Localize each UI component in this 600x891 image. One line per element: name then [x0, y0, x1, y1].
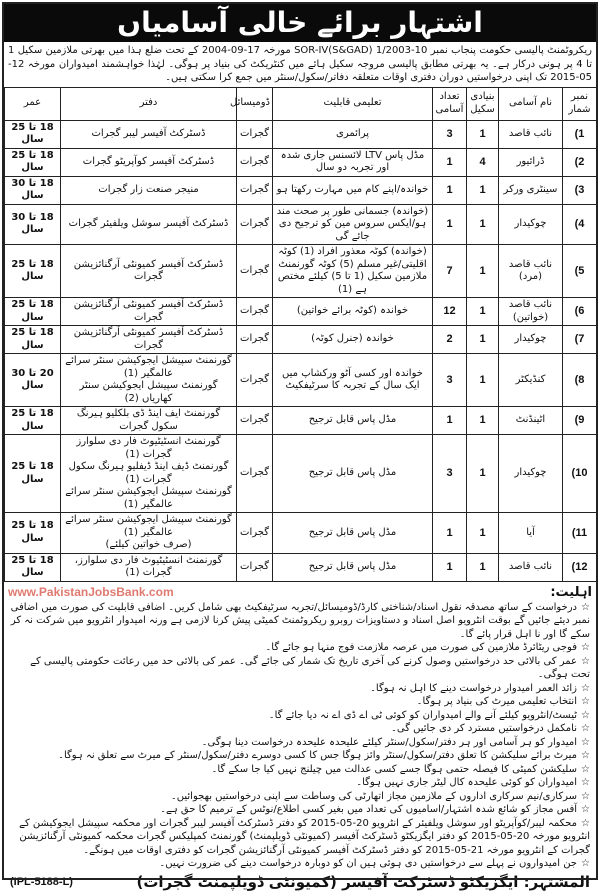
- cell-domicile: گجرات: [237, 148, 273, 176]
- header-scale: بنیادی سکیل: [467, 87, 499, 120]
- eligibility-item: [8, 682, 590, 696]
- cell-serial: 6): [563, 298, 597, 326]
- cell-office: منیجر صنعت زار گجرات: [61, 176, 237, 204]
- cell-domicile: گجرات: [237, 204, 273, 245]
- cell-domicile: گجرات: [237, 354, 273, 407]
- star-bullet-icon: ☆: [581, 601, 590, 613]
- cell-post: چوکیدار: [499, 204, 563, 245]
- cell-serial: 2): [563, 148, 597, 176]
- table-row: [5, 553, 597, 581]
- eligibility-item: [8, 641, 590, 655]
- cell-office: گورنمنٹ سپیشل ایجوکیشن سنٹر سرائے عالمگیر (1) (صرف خواتین کیلئے): [61, 513, 237, 554]
- cell-office: ڈسٹرکٹ آفیسر کوآپریٹو گجرات: [61, 148, 237, 176]
- eligibility-item: [8, 601, 590, 642]
- cell-post: نائب قاصد: [499, 120, 563, 148]
- cell-post: آیا: [499, 513, 563, 554]
- cell-post: نائب قاصد: [499, 553, 563, 581]
- cell-post: نائب قاصد (مرد): [499, 245, 563, 298]
- eligibility-text: فوجی ریٹائرڈ ملازمین کی صورت میں عرصہ ملازمت فوج منہا ہو جائے گا۔: [265, 642, 577, 653]
- cell-serial: 11): [563, 513, 597, 554]
- cell-age: 18 تا 25 سال: [5, 435, 61, 513]
- cell-post: چوکیدار: [499, 326, 563, 354]
- cell-qualification: مڈل پاس قابل ترجیح: [273, 513, 433, 554]
- header-qualification: تعلیمی قابلیت: [273, 87, 433, 120]
- eligibility-text: عمر کی بالائی حد درخواستیں وصول کرنے کی آخری تاریخ تک شمار کی جائے گی۔ عمر کی بالائی حد میں رعائت حکومتی پالیسی کے تحت ہوگی۔: [30, 655, 590, 680]
- eligibility-text: انتخاب تعلیمی میرٹ کی بنیاد پر ہوگا۔: [416, 696, 577, 707]
- cell-scale: 1: [467, 245, 499, 298]
- cell-scale: 1: [467, 553, 499, 581]
- eligibility-text: نامکمل درخواستیں مسترد کر دی جائیں گی۔: [391, 723, 577, 734]
- cell-serial: 12): [563, 553, 597, 581]
- cell-scale: 1: [467, 176, 499, 204]
- cell-qualification: پرائمری: [273, 120, 433, 148]
- table-row: [5, 513, 597, 554]
- cell-domicile: گجرات: [237, 245, 273, 298]
- cell-post: کنڈیکٹر: [499, 354, 563, 407]
- eligibility-text: محکمہ لیبر/کوآپریٹو اور سوشل ویلفیئر کے انٹرویو 20-05-2015 کو دفتر ڈسٹرکٹ آفیسر لیبر گجرات اور محکمہ سپیشل ایجوکیشن کے انٹرویو مورخہ 20-05-2015 کو دفتر ایگزیکٹو ڈسٹرکٹ آفیسر (کمیونٹی ڈویلپمنٹ) گورنمنٹ کمپلیکس گجرات محکمہ کمیونٹی آرگنائزیشن گجرات کے انٹرویو مورخہ 21-05-2015 کو دفتر ڈسٹرکٹ آفیسر کمیونٹی آرگنائزیشن گجرات کو دفتری اوقات میں ہونگے۔: [19, 817, 590, 856]
- cell-age: 18 تا 30 سال: [5, 176, 61, 204]
- eligibility-item: [8, 736, 590, 750]
- cell-count: 1: [433, 148, 467, 176]
- star-bullet-icon: ☆: [581, 723, 590, 734]
- cell-office: ڈسٹرکٹ آفیسر کمیونٹی آرگنائزیشن گجرات: [61, 326, 237, 354]
- table-row: [5, 407, 597, 435]
- cell-age: 18 تا 25 سال: [5, 407, 61, 435]
- eligibility-text: میرٹ برائے سلیکشن کا تعلق دفتر/سکول/سنٹر وائز ہوگا جس کا کسی دوسرے دفتر/سکول/سنٹر کے میرٹ سے تعلق نہ ہوگا۔: [58, 750, 577, 761]
- cell-age: 18 تا 25 سال: [5, 326, 61, 354]
- cell-serial: 1): [563, 120, 597, 148]
- eligibility-item: [8, 695, 590, 709]
- eligibility-item: [8, 857, 590, 871]
- cell-domicile: گجرات: [237, 298, 273, 326]
- eligibility-item: [8, 776, 590, 790]
- cell-scale: 1: [467, 298, 499, 326]
- cell-age: 18 تا 25 سال: [5, 120, 61, 148]
- eligibility-text: سلیکشن کمیٹی کا فیصلہ حتمی ہوگا جسے کسی عدالت میں چیلنج نہیں کیا جا سکے گا۔: [211, 763, 577, 775]
- cell-scale: 1: [467, 204, 499, 245]
- cell-office: ڈسٹرکٹ آفیسر سوشل ویلفیئر گجرات: [61, 204, 237, 245]
- cell-serial: 3): [563, 176, 597, 204]
- cell-age: 18 تا 25 سال: [5, 553, 61, 581]
- table-row: [5, 435, 597, 513]
- cell-count: 3: [433, 354, 467, 407]
- table-header-row: [5, 87, 597, 120]
- table-row: [5, 326, 597, 354]
- star-bullet-icon: ☆: [581, 804, 590, 815]
- cell-office: گورنمنٹ ایف اینڈ ڈی بلکلیو ہیرنگ سکول گجرات: [61, 407, 237, 435]
- cell-scale: 1: [467, 354, 499, 407]
- header-post: نام آسامی: [499, 87, 563, 120]
- eligibility-text: امیدوار کو ہر آسامی اور ہر دفتر/سکول/سنٹر کیلئے علیحدہ علیحدہ درخواست دینا ہوگی۔: [201, 736, 577, 748]
- cell-domicile: گجرات: [237, 435, 273, 513]
- cell-count: 1: [433, 407, 467, 435]
- cell-qualification: مڈل پاس قابل ترجیح: [273, 435, 433, 513]
- cell-serial: 9): [563, 407, 597, 435]
- cell-serial: 10): [563, 435, 597, 513]
- table-row: [5, 298, 597, 326]
- cell-domicile: گجرات: [237, 120, 273, 148]
- cell-domicile: گجرات: [237, 513, 273, 554]
- cell-qualification: خواندہ (کوٹہ برائے خواتین): [273, 298, 433, 326]
- vacancies-table: [4, 87, 597, 582]
- table-row: [5, 204, 597, 245]
- cell-qualification: مڈل پاس قابل ترجیح: [273, 553, 433, 581]
- eligibility-text: جن امیدواروں نے پہلے سے درخواستیں دی ہوئی ہیں ان کو دوبارہ درخواست دینے کی ضرورت نہیں۔: [159, 858, 577, 869]
- cell-age: 18 تا 30 سال: [5, 204, 61, 245]
- cell-qualification: مڈل پاس LTV لائسنس جاری شدہ اور تجربہ دو سال: [273, 148, 433, 176]
- header-domicile: ڈومیسائل: [237, 87, 273, 120]
- star-bullet-icon: ☆: [581, 858, 590, 869]
- cell-age: 18 تا 25 سال: [5, 245, 61, 298]
- table-row: [5, 176, 597, 204]
- reference-code: (IPL-5188-L): [10, 875, 73, 888]
- table-row: [5, 354, 597, 407]
- cell-scale: 1: [467, 326, 499, 354]
- cell-age: 18 تا 25 سال: [5, 298, 61, 326]
- cell-domicile: گجرات: [237, 407, 273, 435]
- star-bullet-icon: ☆: [581, 777, 590, 788]
- eligibility-header: [8, 584, 592, 601]
- cell-office: ڈسٹرکٹ آفیسر لیبر گجرات: [61, 120, 237, 148]
- star-bullet-icon: ☆: [581, 763, 590, 775]
- cell-qualification: مڈل پاس قابل ترجیح: [273, 407, 433, 435]
- cell-qualification: (خواندہ) جسمانی طور پر صحت مند ہو/ایکس سروس مین کو ترجیح دی جائے گی: [273, 204, 433, 245]
- header-count: تعداد آسامی: [433, 87, 467, 120]
- cell-post: اٹینڈنٹ: [499, 407, 563, 435]
- table-row: [5, 245, 597, 298]
- cell-count: 1: [433, 204, 467, 245]
- star-bullet-icon: ☆: [581, 696, 590, 707]
- cell-count: 3: [433, 120, 467, 148]
- eligibility-item: [8, 763, 590, 777]
- cell-age: 18 تا 25 سال: [5, 148, 61, 176]
- eligibility-text: امیدواران کو کوئی علیحدہ کال لیٹر جاری نہیں ہوگا۔: [356, 777, 577, 788]
- cell-age: 18 تا 25 سال: [5, 513, 61, 554]
- eligibility-text: آفس مجاز کو شائع شدہ اشتہار/اسامیوں کی تعداد میں بغیر کسی اطلاع/نوٹس کے ترمیم کا حق ہے۔: [160, 804, 577, 815]
- cell-office: گورنمنٹ انسٹیٹیوٹ فار دی سلوارز گجرات (1) گورنمنٹ ڈیف اینڈ ڈیفلیو ہیرنگ سکول گجرات (1) گورنمنٹ سپیشل ایجوکیشن سنٹر سرائے عالمگیر (1): [61, 435, 237, 513]
- eligibility-heading: اہلیت:: [550, 584, 592, 600]
- eligibility-item: [8, 803, 590, 817]
- eligibility-text: سرکاری/نیم سرکاری اداروں کے ملازمین مجاز اتھارٹی کی وساطت سے اپنی درخواستیں بھجوائیں۔: [170, 790, 577, 802]
- cell-qualification: خواندہ/اپنے کام میں مہارت رکھتا ہو: [273, 176, 433, 204]
- eligibility-text: ٹیسٹ/انٹرویو کیلئے آنے والے امیدواران کو کوئی ٹی اے ڈی اے نہ دیا جائے گا۔: [268, 709, 577, 721]
- table-row: [5, 148, 597, 176]
- cell-scale: 1: [467, 435, 499, 513]
- star-bullet-icon: ☆: [581, 709, 590, 721]
- cell-office: ڈسٹرکٹ آفیسر کمیونٹی آرگنائزیشن گجرات: [61, 245, 237, 298]
- cell-office: گورنمنٹ انسٹیٹیوٹ فار دی سلوارز، گجرات (1): [61, 553, 237, 581]
- eligibility-item: [8, 749, 590, 763]
- header-serial: نمبر شمار: [563, 87, 597, 120]
- header-age: عمر: [5, 87, 61, 120]
- cell-post: ڈرائیور: [499, 148, 563, 176]
- cell-qualification: (خواندہ) کوٹہ معذور افراد (1) کوٹہ اقلیتی/غیر مسلم (5) کوٹہ گورنمنٹ ملازمین سکیل (1 تا 5) کیلئے مختص ہے (1): [273, 245, 433, 298]
- eligibility-item: [8, 655, 590, 682]
- cell-scale: 1: [467, 407, 499, 435]
- header-office: دفتر: [61, 87, 237, 120]
- cell-count: 1: [433, 513, 467, 554]
- cell-count: 1: [433, 176, 467, 204]
- eligibility-text: زائد العمر امیدوار درخواست دینے کا اہل نہ ہوگا۔: [370, 682, 577, 694]
- cell-scale: 4: [467, 148, 499, 176]
- cell-age: 20 تا 30 سال: [5, 354, 61, 407]
- cell-qualification: خواندہ (جنرل کوٹہ): [273, 326, 433, 354]
- cell-domicile: گجرات: [237, 553, 273, 581]
- eligibility-item: [8, 790, 590, 804]
- star-bullet-icon: ☆: [581, 655, 590, 667]
- cell-count: 3: [433, 435, 467, 513]
- eligibility-text: درخواست کے ساتھ مصدقہ نقول اسناد/شناختی کارڈ/ڈومیسائل/تجربہ سرٹیفکیٹ بھی شامل کریں۔ اضافی قابلیت کی صورت میں اضافی نمبر دیئے جائیں گے بوقت انٹرویو اصل اسناد و دستاویزات روبرو ریکروٹمنٹ کمیٹی پیش کرنا لازمی ہے ورنہ امیدوار انٹرویو میں شرکت نہ کر سکے گا اور نا اہل قرار پائے گا۔: [10, 601, 590, 640]
- eligibility-item: [8, 722, 590, 736]
- table-row: [5, 120, 597, 148]
- star-bullet-icon: ☆: [581, 682, 590, 694]
- cell-domicile: گجرات: [237, 176, 273, 204]
- cell-post: سینٹری ورکر: [499, 176, 563, 204]
- ad-title: اشتہار برائے خالی آسامیاں: [4, 4, 596, 42]
- star-bullet-icon: ☆: [581, 750, 590, 761]
- eligibility-item: [8, 817, 590, 858]
- cell-serial: 5): [563, 245, 597, 298]
- star-bullet-icon: ☆: [581, 790, 590, 802]
- cell-scale: 1: [467, 513, 499, 554]
- advertiser: المشتہر: ایگزیکٹو ڈسٹرکٹ آفیسر (کمیونٹی ڈویلپمنٹ گجرات): [136, 872, 590, 891]
- watermark: www.PakistanJobsBank.com: [8, 585, 174, 599]
- cell-scale: 1: [467, 120, 499, 148]
- cell-domicile: گجرات: [237, 326, 273, 354]
- cell-office: ڈسٹرکٹ آفیسر کمیونٹی آرگنائزیشن گجرات: [61, 298, 237, 326]
- eligibility-list: [8, 601, 592, 871]
- cell-count: 2: [433, 326, 467, 354]
- ad-page: [4, 4, 596, 891]
- eligibility-item: [8, 709, 590, 723]
- cell-serial: 7): [563, 326, 597, 354]
- cell-count: 12: [433, 298, 467, 326]
- cell-qualification: خواندہ اور کسی آٹو ورکشاپ میں ایک سال کے تجربہ کا سرٹیفکیٹ: [273, 354, 433, 407]
- intro-paragraph: ریکروٹمنٹ پالیسی حکومت پنجاب نمبر 10-1/2003 SOR-IV(S&GAD) مورخہ 17-09-2004 کے تحت ضلع ہذا میں بھرتی ملازمین سکیل 1 تا 4 پر ہونی درکار ہے۔ یہ بھرتی مطابق پالیسی مروجہ سکیل ہائے میں کنٹریکٹ کی بنیاد پر ہوگی۔ لہٰذا خواہشمند امیدواران مورخہ 12-05-2015 تک اپنی درخواستیں دوران دفتری اوقات متعلقہ دفاتر/سکول/سنٹر میں جمع کرا سکتی ہیں۔: [8, 45, 593, 83]
- eligibility-section: [8, 584, 592, 871]
- cell-serial: 4): [563, 204, 597, 245]
- cell-post: چوکیدار: [499, 435, 563, 513]
- cell-count: 1: [433, 553, 467, 581]
- cell-serial: 8): [563, 354, 597, 407]
- star-bullet-icon: ☆: [581, 642, 590, 653]
- cell-office: گورنمنٹ سپیشل ایجوکیشن سنٹر سرائے عالمگیر (1) گورنمنٹ سپیشل ایجوکیشن سنٹر کھاریاں (2): [61, 354, 237, 407]
- star-bullet-icon: ☆: [581, 817, 590, 829]
- star-bullet-icon: ☆: [581, 736, 590, 748]
- cell-count: 7: [433, 245, 467, 298]
- cell-post: نائب قاصد (خواتین): [499, 298, 563, 326]
